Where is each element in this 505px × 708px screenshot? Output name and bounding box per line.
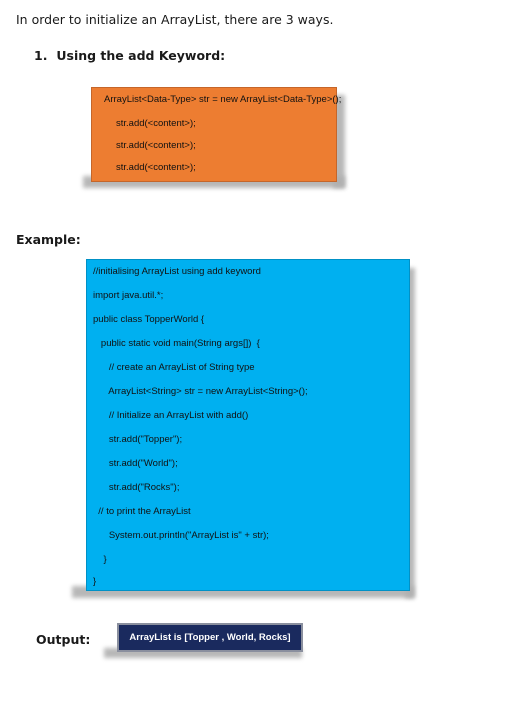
example-label: Example:: [16, 232, 81, 247]
code-line: // Initialize an ArrayList with add(): [93, 410, 249, 421]
code-line: str.add("Rocks");: [93, 482, 180, 493]
code-line: str.add("Topper");: [93, 434, 183, 445]
code-line: public static void main(String args[]) {: [93, 338, 260, 349]
syntax-line: ArrayList<Data-Type> str = new ArrayList<Data-Type>();: [104, 94, 342, 105]
syntax-line: str.add(<content>);: [116, 162, 196, 173]
syntax-line: str.add(<content>);: [116, 140, 196, 151]
code-line: public class TopperWorld {: [93, 314, 205, 325]
code-line: System.out.println("ArrayList is" + str);: [93, 530, 269, 541]
example-code-box: [86, 259, 410, 591]
output-text: ArrayList is [Topper , World, Rocks]: [129, 632, 291, 643]
section-title: Using the add Keyword:: [56, 48, 226, 63]
output-label: Output:: [36, 632, 91, 647]
syntax-box: [91, 87, 342, 182]
code-line: // to print the ArrayList: [93, 506, 191, 517]
syntax-line: str.add(<content>);: [116, 118, 196, 129]
code-line: }: [93, 554, 107, 565]
code-line: // create an ArrayList of String type: [93, 362, 255, 373]
code-line: }: [93, 576, 97, 587]
output-box: [117, 623, 303, 652]
code-line: ArrayList<String> str = new ArrayList<String>();: [93, 386, 308, 397]
code-line: import java.util.*;: [93, 290, 164, 301]
intro-text: In order to initialize an ArrayList, there are 3 ways.: [16, 12, 334, 27]
code-line: //initialising ArrayList using add keyword: [93, 266, 261, 277]
section-heading: [34, 48, 225, 63]
code-line: str.add("World");: [93, 458, 178, 469]
section-number: 1.: [34, 48, 48, 63]
